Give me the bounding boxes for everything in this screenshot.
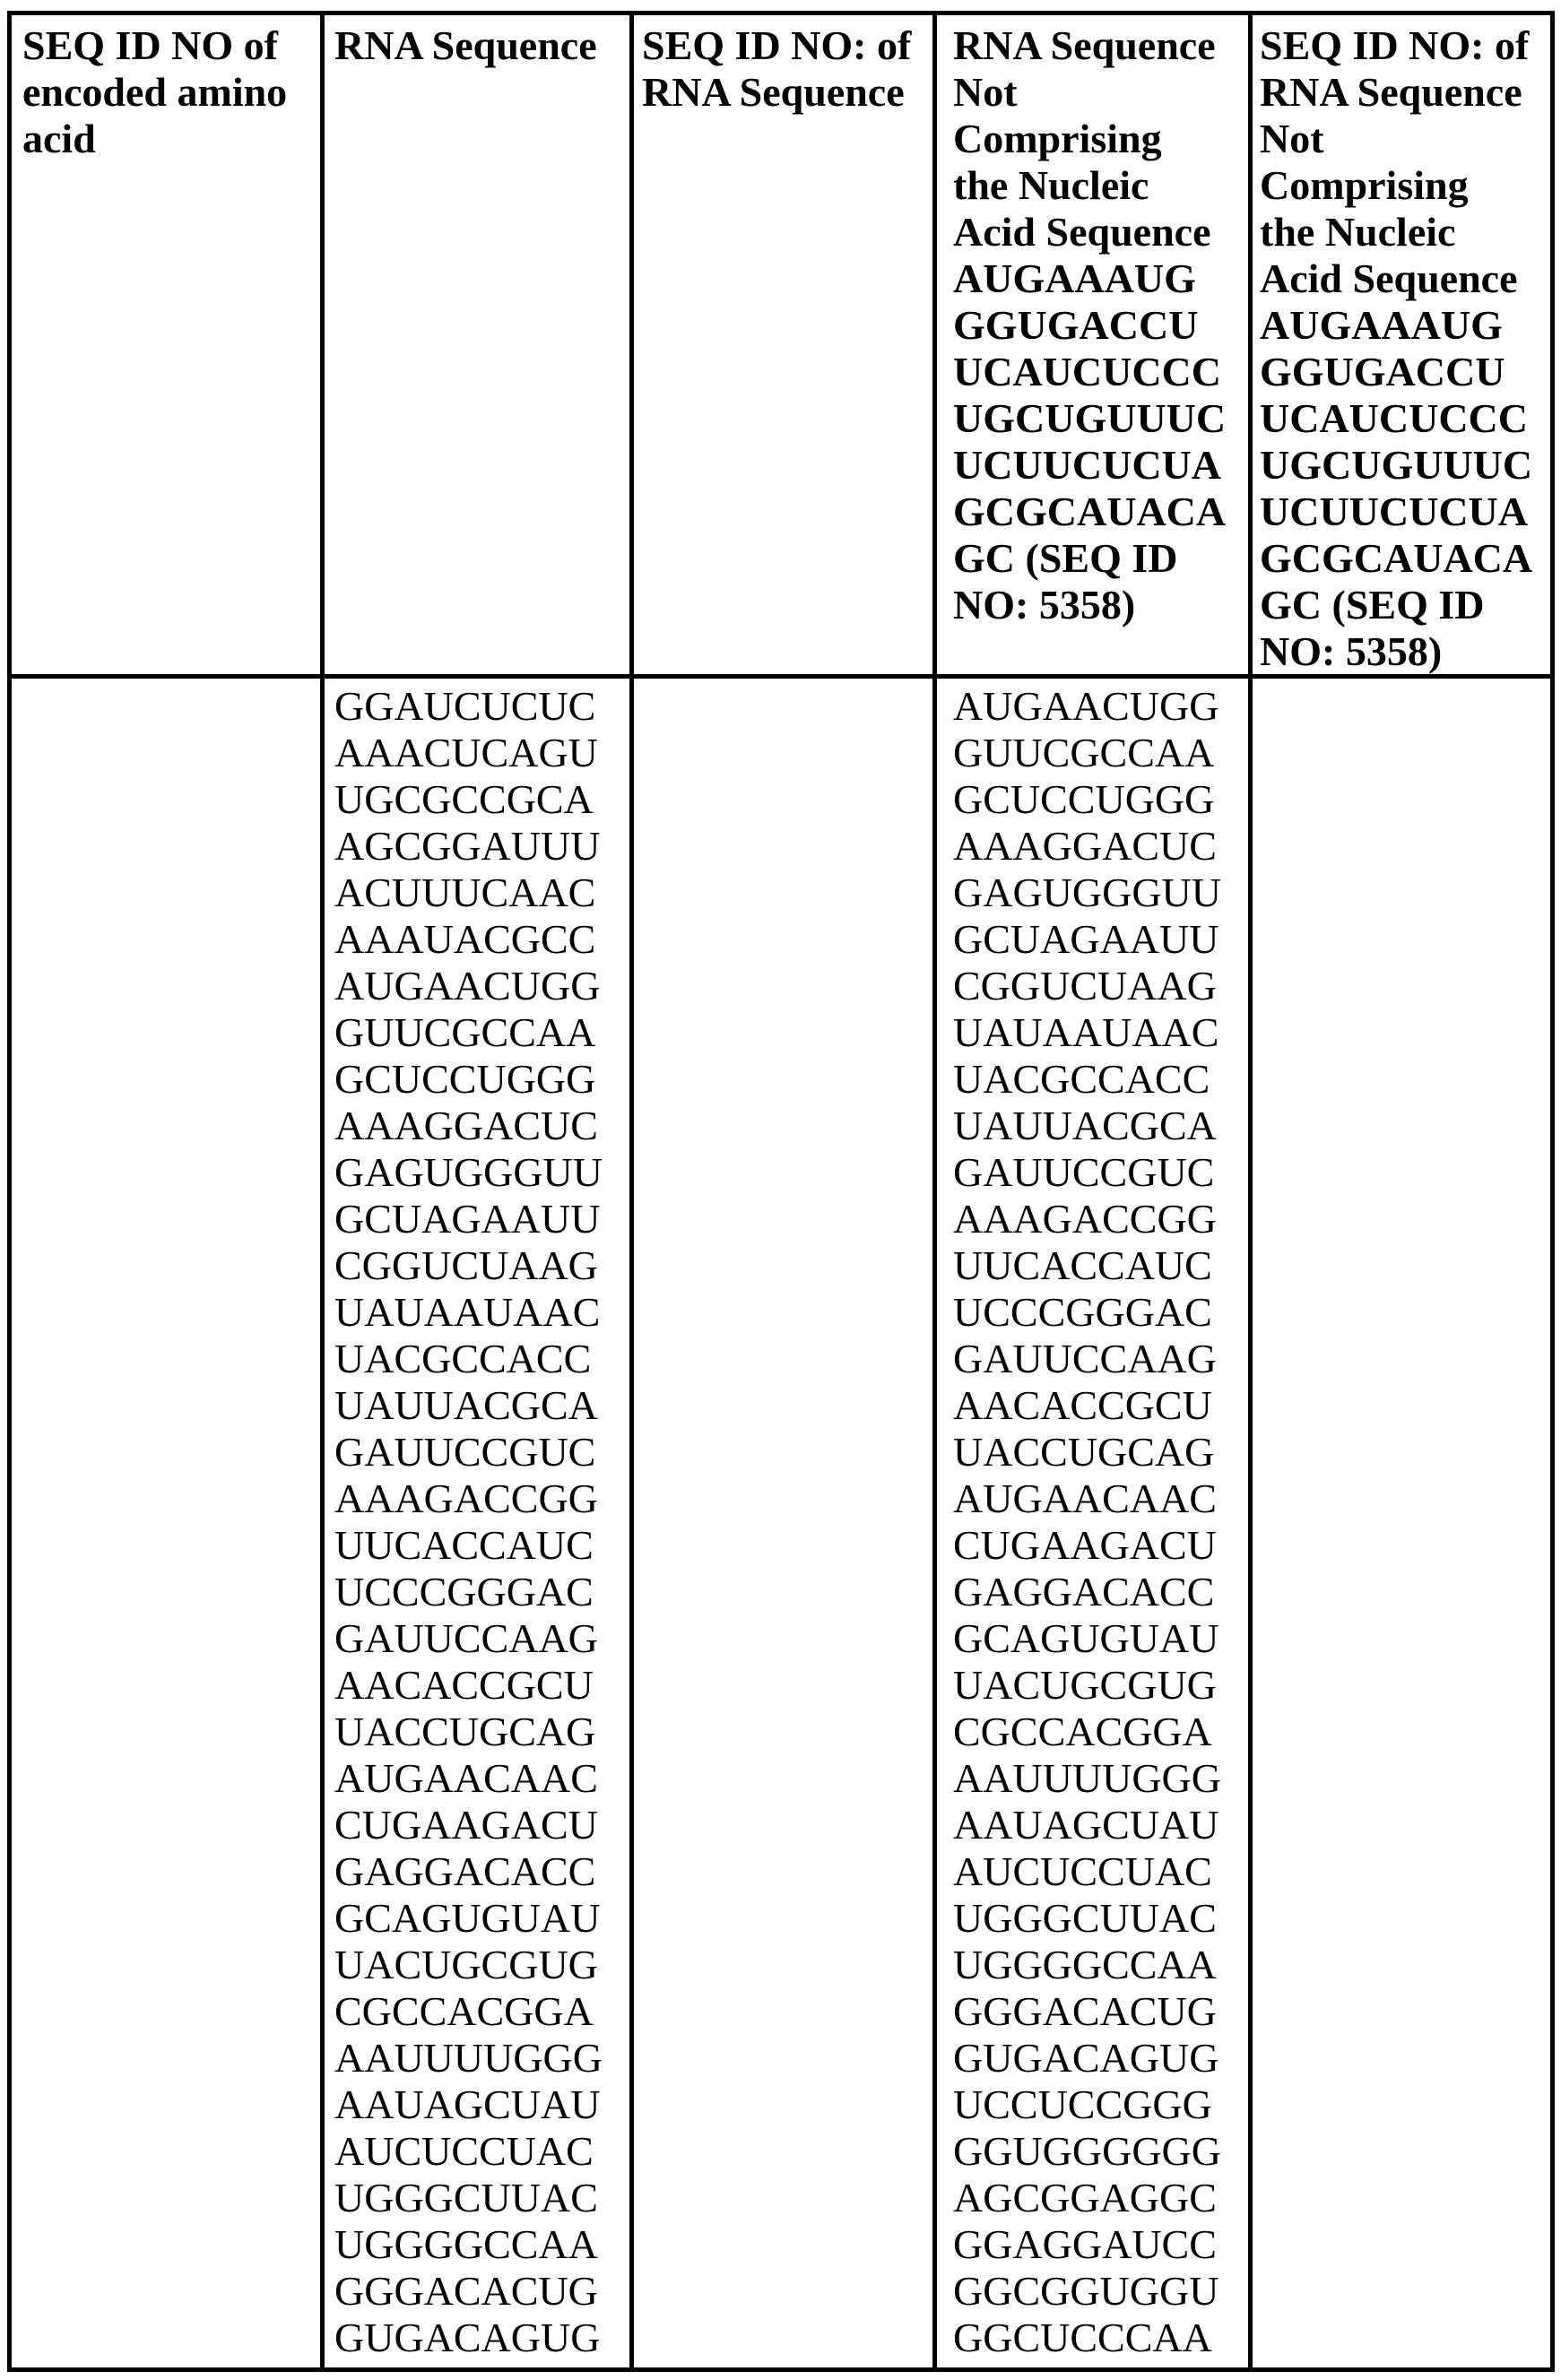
cell-rna-sequence: GGAUCUCUC AAACUCAGU UGCGCCGCA AGCGGAUUU ACUUUCAAC AAAUACGCC AUGAACUGG GUUCGCCAA GCUCCUGGG AAAGGACUC GAGUGGGUU GCUAGAAUU CGGUCUAAG UAUAAUAAC UACGCCACC UAUUACGCA GAUUCCGUC AAAGACCGG UUCACCAUC UCCCGGGAC GAUUCCAAG AACACCGCU UACCUGCAG AUGAACAAC CUGAAGACU GAGGACACC GCAGUGUAU UACUGCGUG CGCCACGGA AAUUUUGGG AAUAGCUAU AUCUCCUAC UGGGCUUAC UGGGGCCAA GGGACACUG GUGACAGUG: [325, 679, 634, 2367]
header-seq-id-encoded-amino-acid: SEQ ID NO of encoded amino acid: [12, 15, 325, 679]
rna-sequence-table: [7, 11, 1555, 2372]
header-seq-id-of-rna-sequence: SEQ ID NO: of RNA Sequence: [634, 15, 937, 679]
cell-seq-id-encoded-amino-acid: [12, 679, 325, 2367]
header-rna-sequence-not-comprising: RNA Sequence Not Comprising the Nucleic Acid Sequence AUGAAAUG GGUGACCU UCAUCUCCC UGCUGUUUC UCUUCUCUA GCGCAUACA GC (SEQ ID NO: 5358): [937, 15, 1253, 679]
cell-seq-id-of-rna-sequence: [634, 679, 937, 2367]
header-seq-id-not-comprising: SEQ ID NO: of RNA Sequence Not Comprising the Nucleic Acid Sequence AUGAAAUG GGUGACCU UCAUCUCCC UGCUGUUUC UCUUCUCUA GCGCAUACA GC (SEQ ID NO: 5358): [1253, 15, 1550, 679]
header-rna-sequence: RNA Sequence: [325, 15, 634, 679]
cell-rna-sequence-not-comprising: AUGAACUGG GUUCGCCAA GCUCCUGGG AAAGGACUC GAGUGGGUU GCUAGAAUU CGGUCUAAG UAUAAUAAC UACGCCACC UAUUACGCA GAUUCCGUC AAAGACCGG UUCACCAUC UCCCGGGAC GAUUCCAAG AACACCGCU UACCUGCAG AUGAACAAC CUGAAGACU GAGGACACC GCAGUGUAU UACUGCGUG CGCCACGGA AAUUUUGGG AAUAGCUAU AUCUCCUAC UGGGCUUAC UGGGGCCAA GGGACACUG GUGACAGUG UCCUCCGGG GGUGGGGGG AGCGGAGGC GGAGGAUCC GGCGGUGGU GGCUCCCAA: [937, 679, 1253, 2367]
cell-seq-id-not-comprising: [1253, 679, 1550, 2367]
